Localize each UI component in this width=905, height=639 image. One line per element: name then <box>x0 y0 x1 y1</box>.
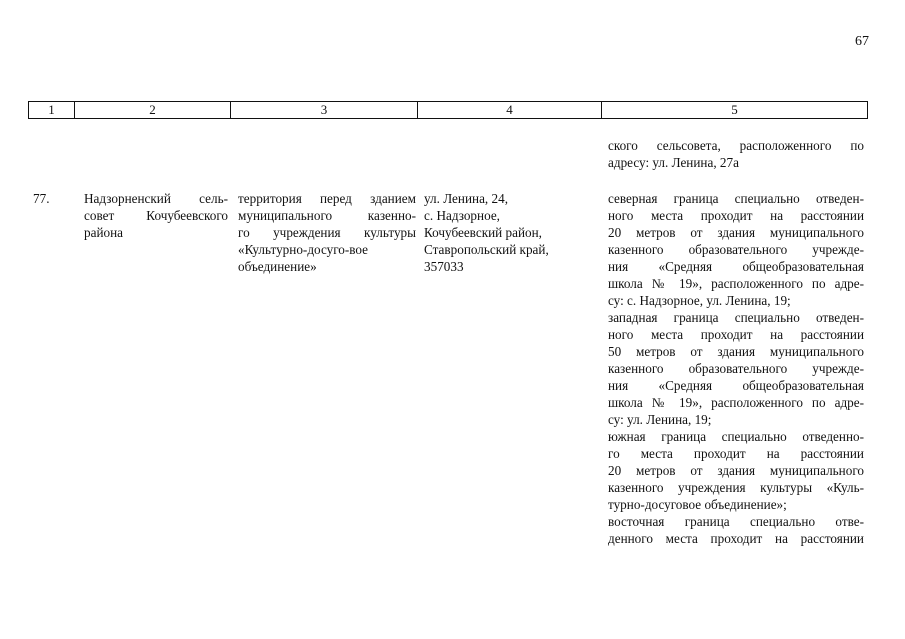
text-line: адресу: ул. Ленина, 27а <box>608 155 739 170</box>
text-line: 50 метров от здания муниципального <box>608 344 864 359</box>
text-line: турно-досуговое объединение»; <box>608 497 787 512</box>
text-line: ния «Средняя общеобразовательная <box>608 378 864 393</box>
page-number: 67 <box>855 34 869 49</box>
text-line: казенного образовательного учрежде- <box>608 361 864 376</box>
text-line: су: с. Надзорное, ул. Ленина, 19; <box>608 293 791 308</box>
header-col-3: 3 <box>231 102 418 118</box>
text-line: территория перед зданием <box>238 191 416 206</box>
text-line: совет Кочубеевского <box>84 208 228 223</box>
text-line: северная граница специально отведен- <box>608 191 864 206</box>
text-line: школа № 19», расположенного по адре- <box>608 276 864 291</box>
continuation-cell <box>608 137 864 171</box>
text-line: денного места проходит на расстоянии <box>608 531 864 546</box>
text-line: 357033 <box>424 259 464 274</box>
address-cell <box>424 190 598 275</box>
text-line: ского сельсовета, расположенного по <box>608 138 864 153</box>
text-line: Надзорненский сель- <box>84 191 228 206</box>
text-line: ного места проходит на расстоянии <box>608 327 864 342</box>
text-line: ул. Ленина, 24, <box>424 191 508 206</box>
text-line: казенного учреждения культуры «Куль- <box>608 480 864 495</box>
text-line: муниципального казенно- <box>238 208 416 223</box>
text-line: го учреждения культуры <box>238 225 416 240</box>
header-col-1: 1 <box>29 102 75 118</box>
text-line: «Культурно-досуго-вое <box>238 242 369 257</box>
text-line: школа № 19», расположенного по адре- <box>608 395 864 410</box>
text-line: южная граница специально отведенно- <box>608 429 864 444</box>
text-line: восточная граница специально отве- <box>608 514 864 529</box>
text-line: 20 метров от здания муниципального <box>608 463 864 478</box>
text-line: Кочубеевский район, <box>424 225 542 240</box>
text-line: казенного образовательного учрежде- <box>608 242 864 257</box>
municipality-cell <box>84 190 228 241</box>
text-line: Ставропольский край, <box>424 242 549 257</box>
territory-cell <box>238 190 416 275</box>
text-line: западная граница специально отведен- <box>608 310 864 325</box>
text-line: го места проходит на расстоянии <box>608 446 864 461</box>
text-line: ного места проходит на расстоянии <box>608 208 864 223</box>
row-number: 77. <box>33 191 50 206</box>
header-col-4: 4 <box>418 102 602 118</box>
text-line: 20 метров от здания муниципального <box>608 225 864 240</box>
header-col-5: 5 <box>731 102 738 117</box>
text-line: ния «Средняя общеобразовательная <box>608 259 864 274</box>
text-line: района <box>84 225 124 240</box>
text-line: с. Надзорное, <box>424 208 500 223</box>
text-line: объединение» <box>238 259 317 274</box>
boundaries-cell <box>608 190 864 547</box>
header-col-2: 2 <box>75 102 231 118</box>
text-line: су: ул. Ленина, 19; <box>608 412 712 427</box>
table-header-row <box>28 101 868 119</box>
